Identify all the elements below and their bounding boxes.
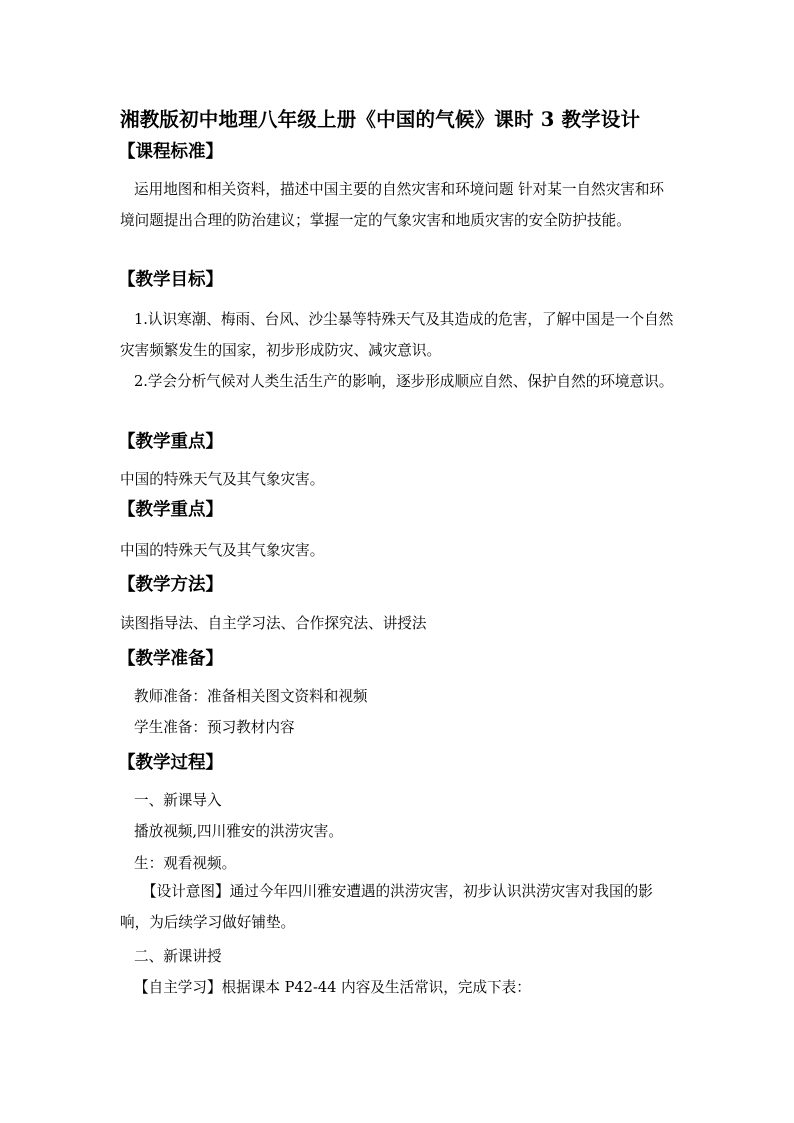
paragraph-play-video: 播放视频,四川雅安的洪涝灾害。: [134, 823, 343, 840]
heading-curriculum-standard: 【课程标准】: [118, 142, 223, 162]
paragraph-goal-2: 2.学会分析气候对人类生活生产的影响，逐步形成顺应自然、保护自然的环境意识。: [134, 373, 674, 390]
document-title: 湘教版初中地理八年级上册《中国的气候》课时 3 教学设计: [120, 108, 641, 131]
heading-teaching-process: 【教学过程】: [118, 753, 223, 773]
paragraph-self-study: 【自主学习】根据课本 P42-44 内容及生活常识，完成下表：: [134, 979, 531, 996]
paragraph-teaching-method: 读图指导法、自主学习法、合作探究法、讲授法: [120, 615, 427, 632]
paragraph-teaching-key-2: 中国的特殊天气及其气象灾害。: [120, 542, 325, 559]
paragraph-step-2-lecture: 二、新课讲授: [134, 948, 222, 965]
paragraph-goal-1: 1.认识寒潮、梅雨、台风、沙尘暴等特殊天气及其造成的危害，了解中国是一个自然灾害频繁发生的国家，初步形成防灾、减灾意识。: [120, 311, 674, 359]
heading-teaching-key-1: 【教学重点】: [118, 432, 223, 452]
paragraph-step-1-intro: 一、新课导入: [134, 792, 222, 809]
heading-teaching-goals: 【教学目标】: [118, 270, 223, 290]
paragraph-teacher-preparation: 教师准备：准备相关图文资料和视频: [134, 688, 368, 705]
heading-teaching-preparation: 【教学准备】: [118, 649, 223, 669]
heading-teaching-method: 【教学方法】: [118, 575, 223, 595]
paragraph-design-intent: 【设计意图】通过今年四川雅安遭遇的洪涝灾害，初步认识洪涝灾害对我国的影响，为后续学习做好铺垫。: [120, 883, 653, 931]
heading-teaching-key-2: 【教学重点】: [118, 500, 223, 520]
paragraph-curriculum-standard: 运用地图和相关资料，描述中国主要的自然灾害和环境问题 针对某一自然灾害和环境问题提出合理的防治建议；掌握一定的气象灾害和地质灾害的安全防护技能。: [120, 181, 665, 229]
paragraph-teaching-key-1: 中国的特殊天气及其气象灾害。: [120, 471, 325, 488]
paragraph-student-preparation: 学生准备：预习教材内容: [134, 719, 295, 736]
paragraph-student-watch: 生：观看视频。: [134, 855, 237, 872]
